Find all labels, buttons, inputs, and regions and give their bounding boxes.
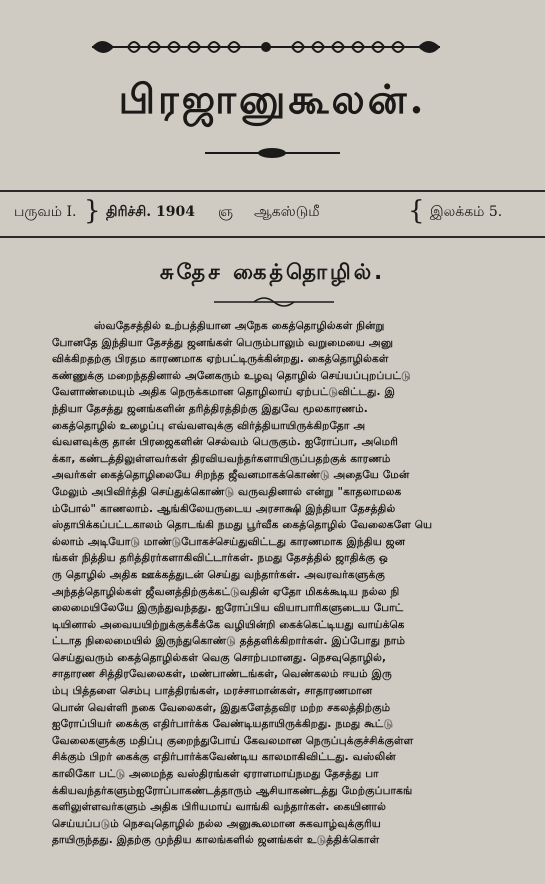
article-line: ட்டாத நிலைமையில் இருந்துகொண்டு தத்தளிக்கிறார்கள். இப்போது நாம்	[52, 635, 406, 648]
right-brace-icon: {	[408, 196, 425, 226]
article-line: ம்போல்" காணலாம். ஆங்கிலேயருடைய அரசாக்ஷி இந்தியா தேசத்தில்	[52, 502, 396, 515]
article-line: க்கா, கண்டத்திலுள்ளவர்கள் திரவியவந்தர்களாயிருப்பதற்குக் காரணம்	[52, 452, 391, 465]
article-line: சிக்கும் பிறர் கைக்கு எதிர்பார்க்கவேண்டிய காலமாகிவிட்டது. வஸ்லின்	[52, 751, 396, 764]
article-title: சுதேச கைத்தொழில்.	[159, 260, 386, 284]
title-ornament-icon	[214, 296, 334, 308]
article-line: டியினால் அவையயிற்றுக்குக்கீக்கே வழியின்றி கைக்கெட்டியது வாய்க்கெ	[52, 618, 405, 631]
article-line: வ்வளவுக்கு தான் பிரஜைகளின் செல்வம் பெருகும். ஐரோப்பா, அமெரி	[52, 436, 399, 449]
article-line: ஐரோப்பியர் கைக்கு எதிர்பார்க்க வேண்டியதாயிருக்கிறது. நமது கூட்டு	[52, 718, 394, 731]
article-line: பொன் வெள்ளி நகை வேலைகள், இதுகளேத்தவிர மற்ற சகலத்திற்கும்	[52, 701, 391, 714]
issue-number: இலக்கம் 5.	[430, 204, 503, 220]
article-line: சாதாரண சித்திரவேலைகள், மண்பாண்டங்கள், வெண்கலம் ஈயம் இரு	[52, 668, 392, 681]
article-body	[52, 318, 522, 849]
issue-month: ஆகஸ்டுமீ	[254, 204, 320, 220]
article-line: ங்கள் நித்திய தரித்திரர்களாகிவிட்டார்கள். நமது தேசத்தில் ஜாதிக்கு ஒ	[52, 552, 388, 565]
article-line: ஸ்தாபிக்கப்பட்டகாலம் தொடங்கி நமது பூர்வீக கைத்தொழில் வேலைகளே யெ	[52, 519, 433, 532]
article-line: தாயிருந்தது. இதற்கு முந்திய காலங்களில் ஜனங்கள் உடுத்திக்கொள்	[52, 834, 380, 847]
article-line: ஸ்வதேசத்தில் உற்பத்தியான அநேக கைத்தொழில்கள் நின்று	[94, 320, 385, 332]
article-line: கண்ணுக்கு மறைந்ததினால் அனேகரும் உழவு தொழில் செய்யப்புறப்பட்டு	[52, 369, 411, 382]
article-line: லைமையிலேயே இருந்துவந்தது. ஐரோப்பிய வியாபாரிகளுடைய போட்	[52, 602, 404, 615]
masthead-title: பிரஜானுகூலன்.	[118, 76, 427, 123]
article-line: ரு தொழில் அதிக ஊக்கத்துடன் செய்து வந்தார்கள். அவரவர்களுக்கு	[52, 568, 385, 581]
article-line: வேளாண்மையும் அதிக நெருக்கமான தொழிலாய் ஏற்பட்டுவிட்டது. இ	[52, 386, 395, 399]
article-line: க்கியவந்தர்களும்ஐரோப்பாகண்டத்தாரும் ஆசியாகண்டத்து மேற்குப்பாகங்	[52, 784, 413, 797]
article-line: ம்பு பித்தளை செம்பு பாத்திரங்கள், மரச்சாமான்கள், சாதாரணமான	[52, 685, 373, 698]
article-line: வேலைகளுக்கு மதிப்பு குறைந்துபோய் கேவலமான நெருப்புக்குச்சிக்குள்ள	[52, 734, 414, 747]
article-line: அவர்கள் கைத்தொழிலையே சிறந்த ஜீவனமாகக்கொண்டு அதையே மேன்	[52, 469, 410, 482]
issue-year-word: ஞ	[218, 204, 234, 220]
article-line: செய்யப்படும் நெசவுதொழில் நல்ல அனுகூலமான சுகவாழ்வுக்குரிய	[52, 817, 381, 830]
left-brace-icon: }	[84, 196, 101, 226]
article-line: மேலும் அபிவிர்த்தி செய்துக்கொண்டு வருவதினால் என்று "காதலாமலக	[52, 485, 402, 498]
top-divider	[0, 190, 545, 192]
article-line: ல்லாம் அடியோடு மாண்டுபோகச்செய்துவிட்டது காரணமாக இந்திய ஜன	[52, 535, 406, 548]
article-line: விக்கிறதற்கு பிரதம காரணமாக ஏற்பட்டிருக்கின்றது. கைத்தொழில்கள்	[52, 353, 389, 366]
article-line: ந்தியா தேசத்து ஜனங்களின் தரித்திரத்திற்கு இதுவே மூலகாரணம்.	[52, 402, 368, 415]
ornamental-border-icon	[88, 34, 444, 60]
issue-info-line	[6, 196, 539, 228]
issue-place-date: திரிச்சி. 1904	[106, 204, 195, 220]
article-line: அந்தத்தொழில்கள் ஜீவனத்திற்குக்கட்டுவதின் ஏதோ மிகக்கூடிய நல்ல நி	[52, 585, 400, 598]
bottom-divider	[0, 236, 545, 238]
article-line: போனதே இந்தியா தேசத்து ஜனங்கள் பெரும்பாலும் வறுமையை அனு	[52, 336, 394, 349]
article-line: காலிகோ பட்டு அமைந்த வஸ்திரங்கள் ஏராளமாய்நமது தேசத்து பா	[52, 768, 379, 781]
article-line: கைத்தொழில் உழைப்பு எவ்வளவுக்கு விர்த்தியாயிருக்கிறதோ அ	[52, 419, 366, 432]
issue-volume: பருவம் I.	[14, 204, 77, 220]
masthead-rule-icon	[205, 146, 340, 160]
article-line: களிலுள்ளவர்களும் அதிக பிரியமாய் வாங்கி வந்தார்கள். கையினால்	[52, 801, 387, 814]
article-line: செய்துவரும் கைத்தொழில்கள் வெகு சொற்பமானது. நெசவுதொழில்,	[52, 651, 387, 664]
